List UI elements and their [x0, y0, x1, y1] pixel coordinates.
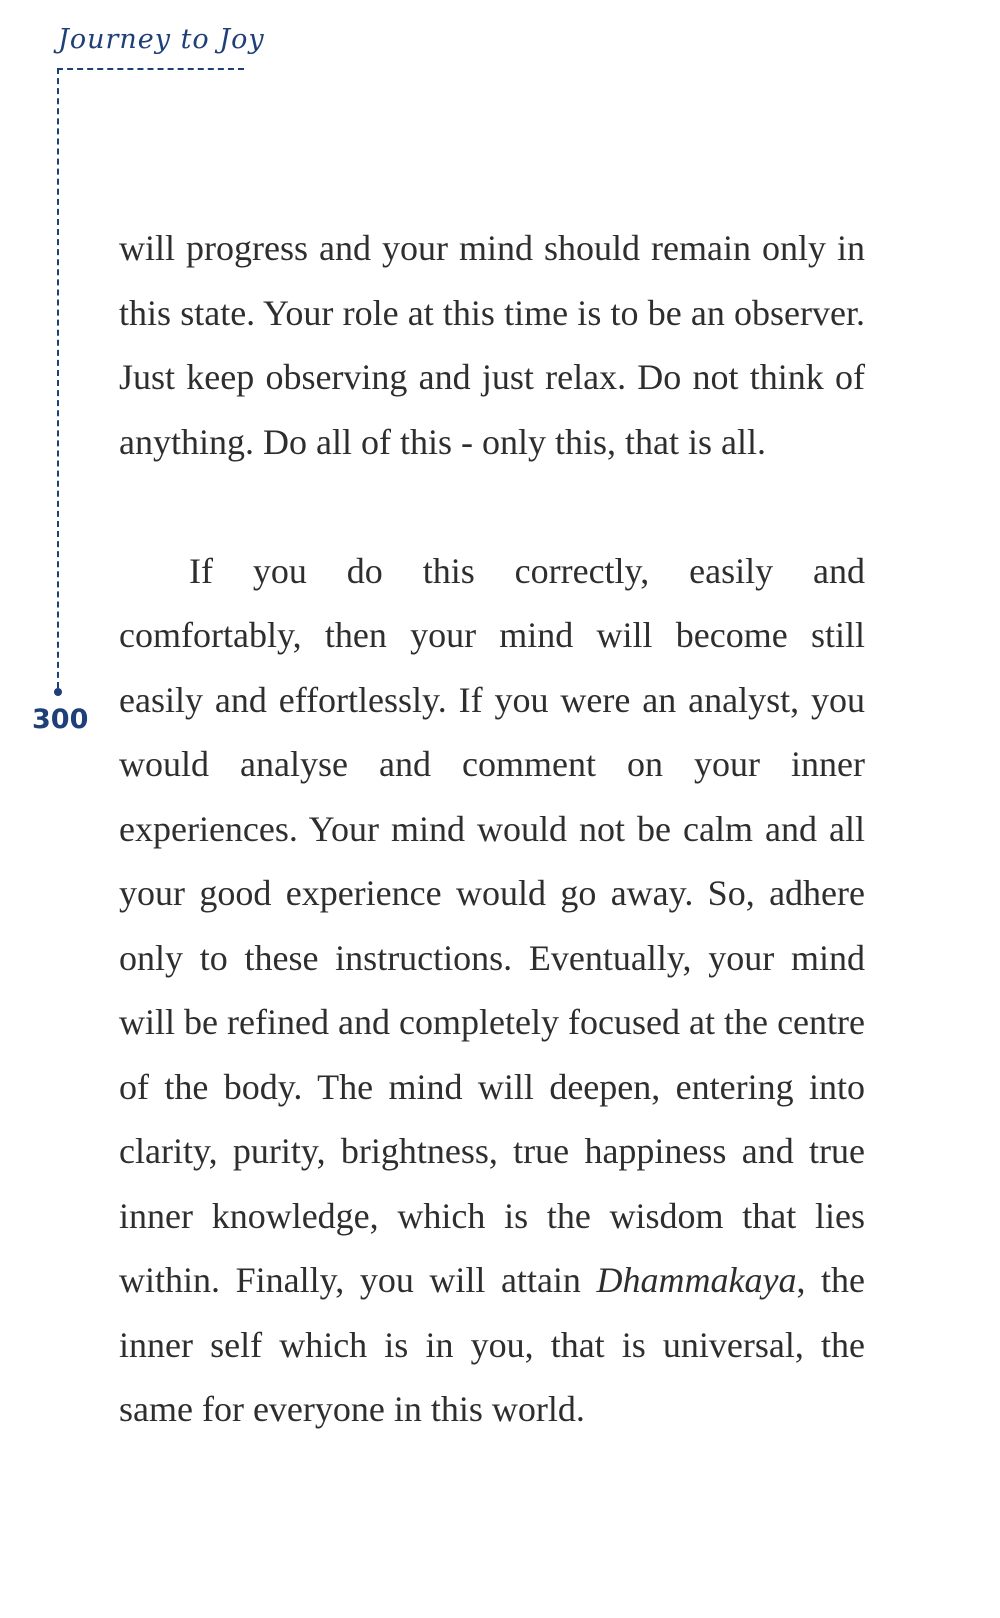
rule-end-dot [54, 688, 62, 696]
paragraph-1: will progress and your mind should remain only in this state. Your role at this time is to be an observer. Just keep observing and just relax. Do not think of anything. Do all of this - only this, that is all. [119, 228, 865, 462]
running-header-title: Journey to Joy [58, 24, 265, 55]
header-dashed-rule [57, 68, 244, 70]
page-number: 300 [32, 704, 89, 735]
paragraph-2 [119, 539, 865, 1442]
body-text [119, 216, 865, 1442]
margin-dashed-rule [57, 68, 59, 688]
term-dhammakaya: Dhammakaya [596, 1260, 797, 1300]
paragraph-2-ending: , the inner self which is in you, that is universal, the same for everyone in this world. [119, 1260, 866, 1429]
paragraph-2-text: If you do this correctly, easily and comfortably, then your mind will become still easily and effortlessly. If you were an analyst, you would analyse and comment on your inner experiences. Your mind would not be calm and all your good experience would go away. So, adhere only to these instructions. Eventually, your mind will be refined and completely focused at the centre of the body. The mind will deepen, entering into clarity, purity, brightness, true happiness and true inner knowledge, which is the wisdom that lies within. Finally, you will attain [119, 550, 865, 1300]
